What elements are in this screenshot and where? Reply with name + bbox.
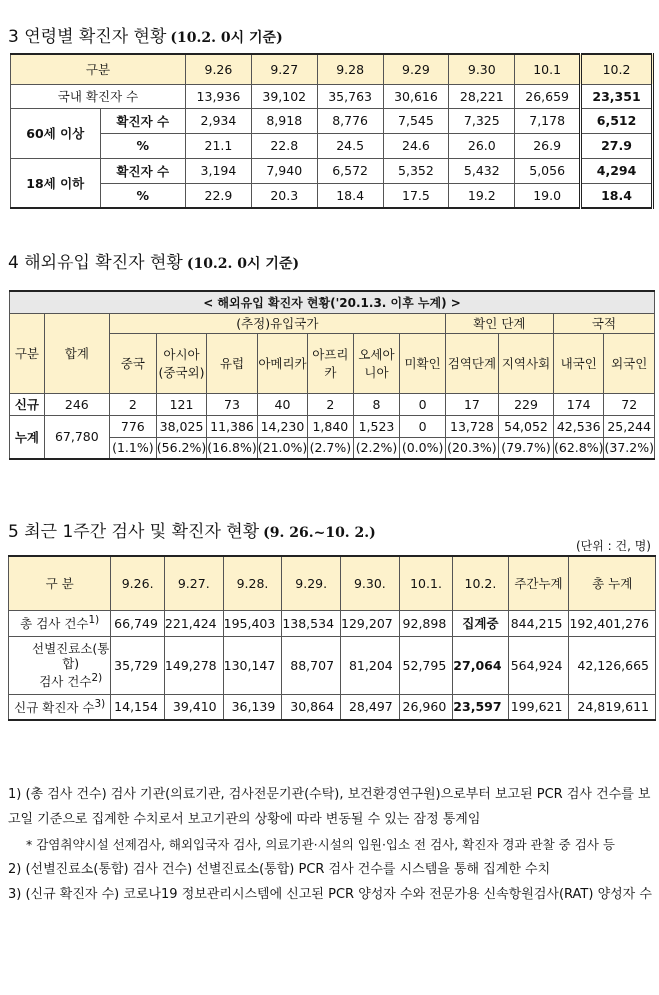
header-cell: 10.1 bbox=[515, 54, 581, 84]
header-cell: 주간누계 bbox=[508, 556, 569, 610]
cell: 67,780 bbox=[44, 415, 109, 459]
header-cell: 9.29. bbox=[282, 556, 341, 610]
header-cell: 구분 bbox=[10, 313, 45, 393]
header-cell: 9.27 bbox=[251, 54, 317, 84]
cell: (56.2%) bbox=[156, 437, 206, 459]
cell: 23,351 bbox=[581, 84, 653, 108]
cell: 5,056 bbox=[515, 158, 581, 183]
cell: 3,194 bbox=[186, 158, 252, 183]
cell: 35,729 bbox=[111, 636, 165, 694]
cell: 72 bbox=[604, 393, 655, 415]
cell: (2.7%) bbox=[308, 437, 353, 459]
cell: 88,707 bbox=[282, 636, 341, 694]
cell: 23,597 bbox=[453, 694, 508, 720]
header-cell: 오세아니아 bbox=[353, 333, 400, 393]
cell: 174 bbox=[553, 393, 603, 415]
cell: 199,621 bbox=[508, 694, 569, 720]
header-cell: 9.28. bbox=[223, 556, 282, 610]
header-cell: 10.2 bbox=[581, 54, 653, 84]
header-cell: 구 분 bbox=[9, 556, 111, 610]
cell: 30,864 bbox=[282, 694, 341, 720]
cell: 19.0 bbox=[515, 183, 581, 208]
header-cell: 아메리카 bbox=[257, 333, 307, 393]
cell: 26.0 bbox=[449, 133, 515, 158]
header-cell: 9.29 bbox=[383, 54, 449, 84]
cell: 39,410 bbox=[164, 694, 223, 720]
cell: 195,403 bbox=[223, 610, 282, 636]
cell: 24.5 bbox=[317, 133, 383, 158]
cell: 221,424 bbox=[164, 610, 223, 636]
header-cell: 외국인 bbox=[604, 333, 655, 393]
row-label: % bbox=[100, 183, 186, 208]
cell: (62.8%) bbox=[553, 437, 603, 459]
footnote: 3) (신규 확진자 수) 코로나19 정보관리시스템에 신고된 PCR 양성자 수와 전문가용 신속항원검사(RAT) 양성자 수 bbox=[8, 887, 652, 902]
header-cell: 합계 bbox=[44, 313, 109, 393]
header-cell: 아시아(중국외) bbox=[156, 333, 206, 393]
cell: 13,936 bbox=[186, 84, 252, 108]
header-cell: (추정)유입국가 bbox=[109, 313, 445, 333]
header-cell: 아프리카 bbox=[308, 333, 353, 393]
cell: 28,221 bbox=[449, 84, 515, 108]
cell: 192,401,276 bbox=[569, 610, 656, 636]
cell: 121 bbox=[156, 393, 206, 415]
header-cell: 9.30. bbox=[341, 556, 400, 610]
cell: 42,126,665 bbox=[569, 636, 656, 694]
cell: (79.7%) bbox=[499, 437, 554, 459]
header-cell: 확인 단계 bbox=[445, 313, 553, 333]
header-cell: 국적 bbox=[553, 313, 654, 333]
age-table bbox=[10, 53, 654, 209]
cell: 14,154 bbox=[111, 694, 165, 720]
cell: 92,898 bbox=[399, 610, 453, 636]
cell: 73 bbox=[207, 393, 257, 415]
cell: 26,960 bbox=[399, 694, 453, 720]
row-label: 누계 bbox=[10, 415, 45, 459]
header-cell: 지역사회 bbox=[499, 333, 554, 393]
cell: 17.5 bbox=[383, 183, 449, 208]
cell: 8,776 bbox=[317, 108, 383, 133]
header-cell: 9.26 bbox=[186, 54, 252, 84]
header-cell: 9.27. bbox=[164, 556, 223, 610]
cell: 564,924 bbox=[508, 636, 569, 694]
header-cell: 9.30 bbox=[449, 54, 515, 84]
row-label: 확진자 수 bbox=[100, 108, 186, 133]
cell: 27,064 bbox=[453, 636, 508, 694]
cell: 229 bbox=[499, 393, 554, 415]
cell: 844,215 bbox=[508, 610, 569, 636]
cell: 20.3 bbox=[251, 183, 317, 208]
cell: 22.8 bbox=[251, 133, 317, 158]
group-label: 60세 이상 bbox=[11, 108, 101, 158]
cell: 0 bbox=[400, 415, 445, 437]
cell: 7,325 bbox=[449, 108, 515, 133]
header-cell: 10.1. bbox=[399, 556, 453, 610]
cell: 129,207 bbox=[341, 610, 400, 636]
cell: (37.2%) bbox=[604, 437, 655, 459]
overseas-table bbox=[9, 290, 655, 460]
cell: 17 bbox=[445, 393, 498, 415]
cell: 776 bbox=[109, 415, 156, 437]
cell: 7,545 bbox=[383, 108, 449, 133]
section3-title: 3 연령별 확진자 현황 (10.2. 0시 기준) bbox=[8, 27, 283, 47]
row-label: 총 검사 건수$^{1)}$ bbox=[9, 610, 111, 636]
group-label: 18세 이하 bbox=[11, 158, 101, 208]
row-label: 신규 bbox=[10, 393, 45, 415]
header-cell: 구분 bbox=[11, 54, 186, 84]
cell: 35,763 bbox=[317, 84, 383, 108]
cell: 21.1 bbox=[186, 133, 252, 158]
cell: 149,278 bbox=[164, 636, 223, 694]
cell: 7,178 bbox=[515, 108, 581, 133]
cell: 27.9 bbox=[581, 133, 653, 158]
cell: 25,244 bbox=[604, 415, 655, 437]
cell: 집계중 bbox=[453, 610, 508, 636]
header-cell: 9.26. bbox=[111, 556, 165, 610]
section5-title: 5 최근 1주간 검사 및 확진자 현황 (9. 26.~10. 2.) bbox=[8, 522, 376, 542]
cell: 6,572 bbox=[317, 158, 383, 183]
cell: (16.8%) bbox=[207, 437, 257, 459]
table-caption: < 해외유입 확진자 현황('20.1.3. 이후 누계) > bbox=[10, 291, 655, 313]
row-label: 신규 확진자 수$^{3)}$ bbox=[9, 694, 111, 720]
footnote: 2) (선별진료소(통합) 검사 건수) 선별진료소(통합) PCR 검사 건수를 시스템을 통해 집계한 수치 bbox=[8, 862, 551, 877]
cell: 19.2 bbox=[449, 183, 515, 208]
cell: 36,139 bbox=[223, 694, 282, 720]
cell: 138,534 bbox=[282, 610, 341, 636]
cell: 8 bbox=[353, 393, 400, 415]
cell: 24.6 bbox=[383, 133, 449, 158]
header-cell: 10.2. bbox=[453, 556, 508, 610]
row-label: 확진자 수 bbox=[100, 158, 186, 183]
cell: 40 bbox=[257, 393, 307, 415]
header-cell: 내국인 bbox=[553, 333, 603, 393]
cell: 0 bbox=[400, 393, 445, 415]
header-cell: 9.28 bbox=[317, 54, 383, 84]
cell: 18.4 bbox=[581, 183, 653, 208]
cell: 4,294 bbox=[581, 158, 653, 183]
cell: (21.0%) bbox=[257, 437, 307, 459]
header-cell: 총 누계 bbox=[569, 556, 656, 610]
cell: 39,102 bbox=[251, 84, 317, 108]
cell: 246 bbox=[44, 393, 109, 415]
row-label: % bbox=[100, 133, 186, 158]
cell: (2.2%) bbox=[353, 437, 400, 459]
cell: 6,512 bbox=[581, 108, 653, 133]
footnotes bbox=[8, 782, 653, 907]
footnote: 1) (총 검사 건수) 검사 기관(의료기관, 검사전문기관(수탁), 보건환경연구원)으로부터 보고된 PCR 검사 건수를 보고일 기준으로 집계한 수치로서 보고기관의 상황에 따라 변동될 수 있는 잠정 통계임 bbox=[8, 787, 651, 827]
unit-label: (단위 : 건, 명) bbox=[575, 539, 651, 553]
cell: 22.9 bbox=[186, 183, 252, 208]
footnote-sub: * 감염취약시설 선제검사, 해외입국자 검사, 의료기관·시설의 입원·입소 전 검사, 확진자 경과 관찰 중 검사 등 bbox=[26, 837, 615, 852]
row-label: 국내 확진자 수 bbox=[11, 84, 186, 108]
cell: 38,025 bbox=[156, 415, 206, 437]
cell: 26,659 bbox=[515, 84, 581, 108]
cell: 2,934 bbox=[186, 108, 252, 133]
row-label: 선별진료소(통합) 검사 건수$^{2)}$ bbox=[9, 636, 111, 694]
cell: 7,940 bbox=[251, 158, 317, 183]
cell: 130,147 bbox=[223, 636, 282, 694]
cell: 26.9 bbox=[515, 133, 581, 158]
cell: 14,230 bbox=[257, 415, 307, 437]
cell: (0.0%) bbox=[400, 437, 445, 459]
header-cell: 중국 bbox=[109, 333, 156, 393]
cell: 42,536 bbox=[553, 415, 603, 437]
cell: (20.3%) bbox=[445, 437, 498, 459]
cell: 5,432 bbox=[449, 158, 515, 183]
cell: 24,819,611 bbox=[569, 694, 656, 720]
header-cell: 유럽 bbox=[207, 333, 257, 393]
cell: 8,918 bbox=[251, 108, 317, 133]
cell: 1,840 bbox=[308, 415, 353, 437]
cell: 54,052 bbox=[499, 415, 554, 437]
cell: 5,352 bbox=[383, 158, 449, 183]
cell: 18.4 bbox=[317, 183, 383, 208]
cell: (1.1%) bbox=[109, 437, 156, 459]
cell: 81,204 bbox=[341, 636, 400, 694]
section4-title: 4 해외유입 확진자 현황 (10.2. 0시 기준) bbox=[8, 253, 300, 273]
cell: 1,523 bbox=[353, 415, 400, 437]
cell: 30,616 bbox=[383, 84, 449, 108]
header-cell: 검역단계 bbox=[445, 333, 498, 393]
cell: 11,386 bbox=[207, 415, 257, 437]
header-cell: 미확인 bbox=[400, 333, 445, 393]
cell: 66,749 bbox=[111, 610, 165, 636]
cell: 13,728 bbox=[445, 415, 498, 437]
cell: 2 bbox=[308, 393, 353, 415]
cell: 28,497 bbox=[341, 694, 400, 720]
cell: 2 bbox=[109, 393, 156, 415]
cell: 52,795 bbox=[399, 636, 453, 694]
weekly-table bbox=[8, 555, 656, 721]
